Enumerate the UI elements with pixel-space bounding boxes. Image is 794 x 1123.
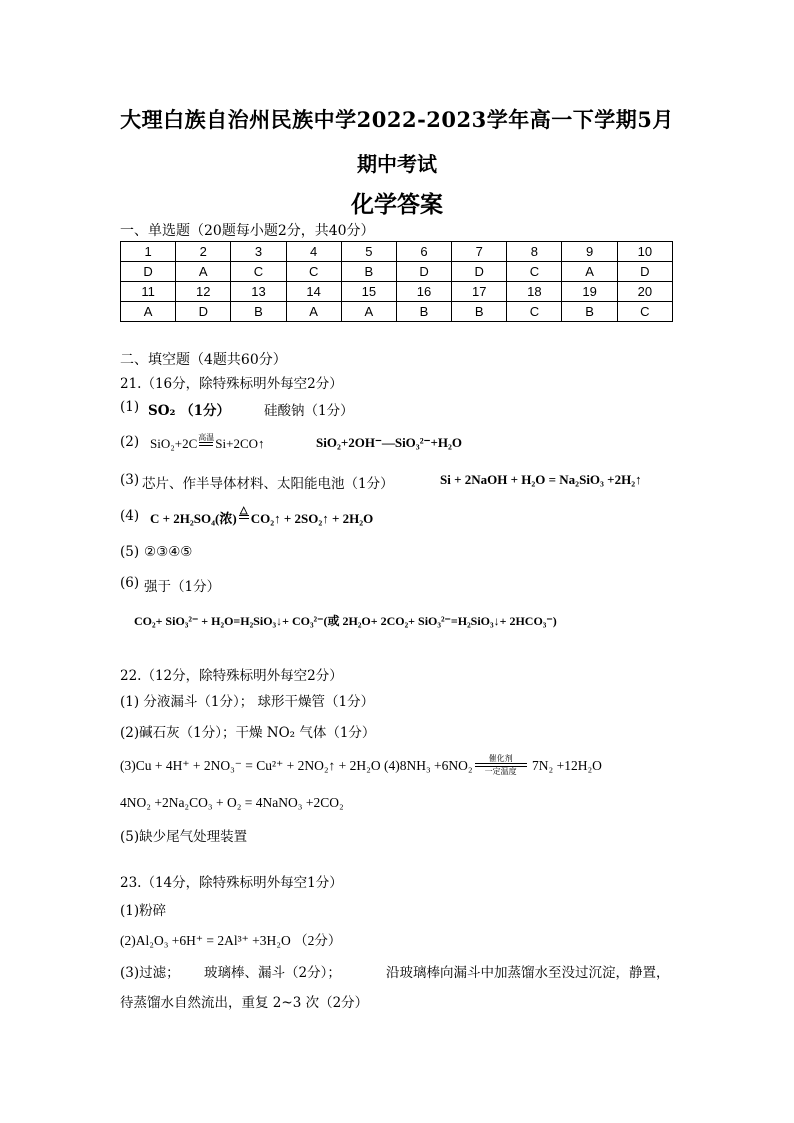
q23-line1: (1)粉碎 <box>120 903 167 919</box>
q22-4-equation-left: (4)8NH₃ +6NO₂ <box>383 758 473 774</box>
table-cell: 15 <box>341 282 396 302</box>
table-cell: 20 <box>617 282 672 302</box>
reaction-condition <box>473 754 529 776</box>
q21-line5 <box>120 544 193 560</box>
q21-4-answer <box>150 504 374 527</box>
table-cell: 2 <box>176 242 231 262</box>
table-cell: D <box>176 302 231 322</box>
table-cell: 3 <box>231 242 286 262</box>
table-cell: 4 <box>286 242 341 262</box>
q21-2-num: (2) <box>120 434 140 450</box>
q21-1-answer-a: SO₂ （1分） <box>148 403 231 419</box>
q22-line2: (2)碱石灰（1分）；干燥 NO₂ 气体（1分） <box>120 725 376 741</box>
table-row-numbers-1 <box>121 242 673 262</box>
table-cell: 11 <box>121 282 176 302</box>
document-title-line1: 大理白族自治州民族中学2022-2023学年高一下学期5月 <box>120 107 674 132</box>
q21-3-num: (3) <box>120 472 140 488</box>
q21-6-answer: 强于（1分） <box>144 579 221 595</box>
condition-label: 高温 <box>198 432 215 442</box>
q21-6-num: (6) <box>120 575 140 591</box>
table-cell: D <box>396 262 451 282</box>
q21-line2 <box>120 432 462 451</box>
table-cell: 19 <box>562 282 617 302</box>
table-cell: 7 <box>452 242 507 262</box>
q21-5-answer: ②③④⑤ <box>144 544 193 560</box>
table-row-numbers-2 <box>121 282 673 302</box>
q23-3-part-b: 玻璃棒、漏斗（2分）； <box>204 965 341 981</box>
q21-5-num: (5) <box>120 544 140 560</box>
q21-3-answer-a: 芯片、作半导体材料、太阳能电池（1分） <box>142 476 394 492</box>
heat-symbol: △ <box>239 504 248 516</box>
table-cell: B <box>396 302 451 322</box>
q21-4-num: (4) <box>120 508 140 524</box>
q22-heading: 22.（12分，除特殊标明外每空2分） <box>120 668 343 684</box>
table-cell: D <box>452 262 507 282</box>
table-cell: 9 <box>562 242 617 262</box>
q21-4-right: CO₂↑ + 2SO₂↑ + 2H₂O <box>250 511 374 526</box>
table-cell: C <box>507 302 562 322</box>
section2-heading: 二、填空题（4题共60分） <box>120 352 287 368</box>
table-cell: 18 <box>507 282 562 302</box>
q21-2-answer-a <box>150 432 265 452</box>
table-cell: D <box>617 262 672 282</box>
q23-3-part-a: (3)过滤； <box>120 965 180 981</box>
q21-1-answer-b: 硅酸钠（1分） <box>264 403 354 419</box>
q23-line2: (2)Al₂O₃ +6H⁺ = 2Al³⁺ +3H₂O （2分） <box>120 933 342 948</box>
catalyst-label: 催化剂 <box>488 754 513 763</box>
q22-4-equation-right: 7N₂ +12H₂O <box>532 758 602 774</box>
q22-line4: 4NO₂ +2Na₂CO₃ + O₂ = 4NaNO₃ +2CO₂ <box>120 795 344 810</box>
table-cell: B <box>452 302 507 322</box>
table-row-answers-1 <box>121 262 673 282</box>
table-cell: A <box>562 262 617 282</box>
q21-line4 <box>120 504 374 526</box>
document-title-line2: 期中考试 <box>357 152 437 176</box>
q21-line1 <box>120 399 354 419</box>
table-cell: 14 <box>286 282 341 302</box>
q23-line3 <box>120 961 670 981</box>
q22-line3 <box>120 756 602 778</box>
q22-3-equation: (3)Cu + 4H⁺ + 2NO₃⁻ = Cu²⁺ + 2NO₂↑ + 2H₂O <box>120 758 381 774</box>
q21-2-a-left: SiO₂+2C <box>150 436 198 451</box>
table-cell: B <box>341 262 396 282</box>
q22-line5: (5)缺少尾气处理装置 <box>120 829 248 845</box>
q21-2-answer-b: SiO₂+2OH⁻—SiO₃²⁻+H₂O <box>316 435 462 450</box>
q21-line7-equation: CO₂+ SiO₃²⁻ + H₂O=H₂SiO₃↓+ CO₃²⁻(或 2H₂O+ 2CO₂+ SiO₃²⁻=H₂SiO₃↓+ 2HCO₃⁻) <box>134 614 557 628</box>
q21-4-left: C + 2H₂SO₄(浓) <box>150 511 237 526</box>
table-cell: A <box>121 302 176 322</box>
table-cell: 5 <box>341 242 396 262</box>
temperature-label: 一定温度 <box>484 767 517 776</box>
q23-heading: 23.（14分，除特殊标明外每空1分） <box>120 875 343 891</box>
table-cell: D <box>121 262 176 282</box>
table-cell: C <box>286 262 341 282</box>
table-cell: A <box>341 302 396 322</box>
reaction-condition <box>237 506 251 519</box>
q21-line3 <box>120 472 642 492</box>
equals-bar <box>199 442 213 446</box>
table-cell: C <box>507 262 562 282</box>
table-cell: B <box>562 302 617 322</box>
table-row-answers-2 <box>121 302 673 322</box>
table-cell: 13 <box>231 282 286 302</box>
table-cell: A <box>286 302 341 322</box>
reaction-condition <box>197 433 215 446</box>
table-cell: 17 <box>452 282 507 302</box>
table-cell: 12 <box>176 282 231 302</box>
table-cell: C <box>617 302 672 322</box>
q21-1-num: (1) <box>120 399 140 415</box>
q21-heading: 21.（16分，除特殊标明外每空2分） <box>120 376 343 392</box>
table-cell: 6 <box>396 242 451 262</box>
q22-line1: (1) 分液漏斗（1分）； 球形干燥管（1分） <box>120 694 375 710</box>
table-cell: 16 <box>396 282 451 302</box>
table-cell: B <box>231 302 286 322</box>
table-cell: 10 <box>617 242 672 262</box>
q21-line6 <box>120 575 221 595</box>
table-cell: C <box>231 262 286 282</box>
section1-heading: 一、单选题（20题每小题2分，共40分） <box>120 223 375 239</box>
q23-line4: 待蒸馏水自然流出，重复 2~3 次（2分） <box>120 995 369 1011</box>
table-cell: A <box>176 262 231 282</box>
table-cell: 1 <box>121 242 176 262</box>
multiple-choice-answer-table <box>120 241 673 322</box>
q23-3-part-c: 沿玻璃棒向漏斗中加蒸馏水至没过沉淀，静置， <box>386 965 670 981</box>
table-cell: 8 <box>507 242 562 262</box>
q21-3-answer-b: Si + 2NaOH + H₂O = Na₂SiO₃ +2H₂↑ <box>440 472 642 487</box>
document-title-subject: 化学答案 <box>351 191 443 218</box>
q21-2-a-right: Si+2CO↑ <box>215 436 265 451</box>
